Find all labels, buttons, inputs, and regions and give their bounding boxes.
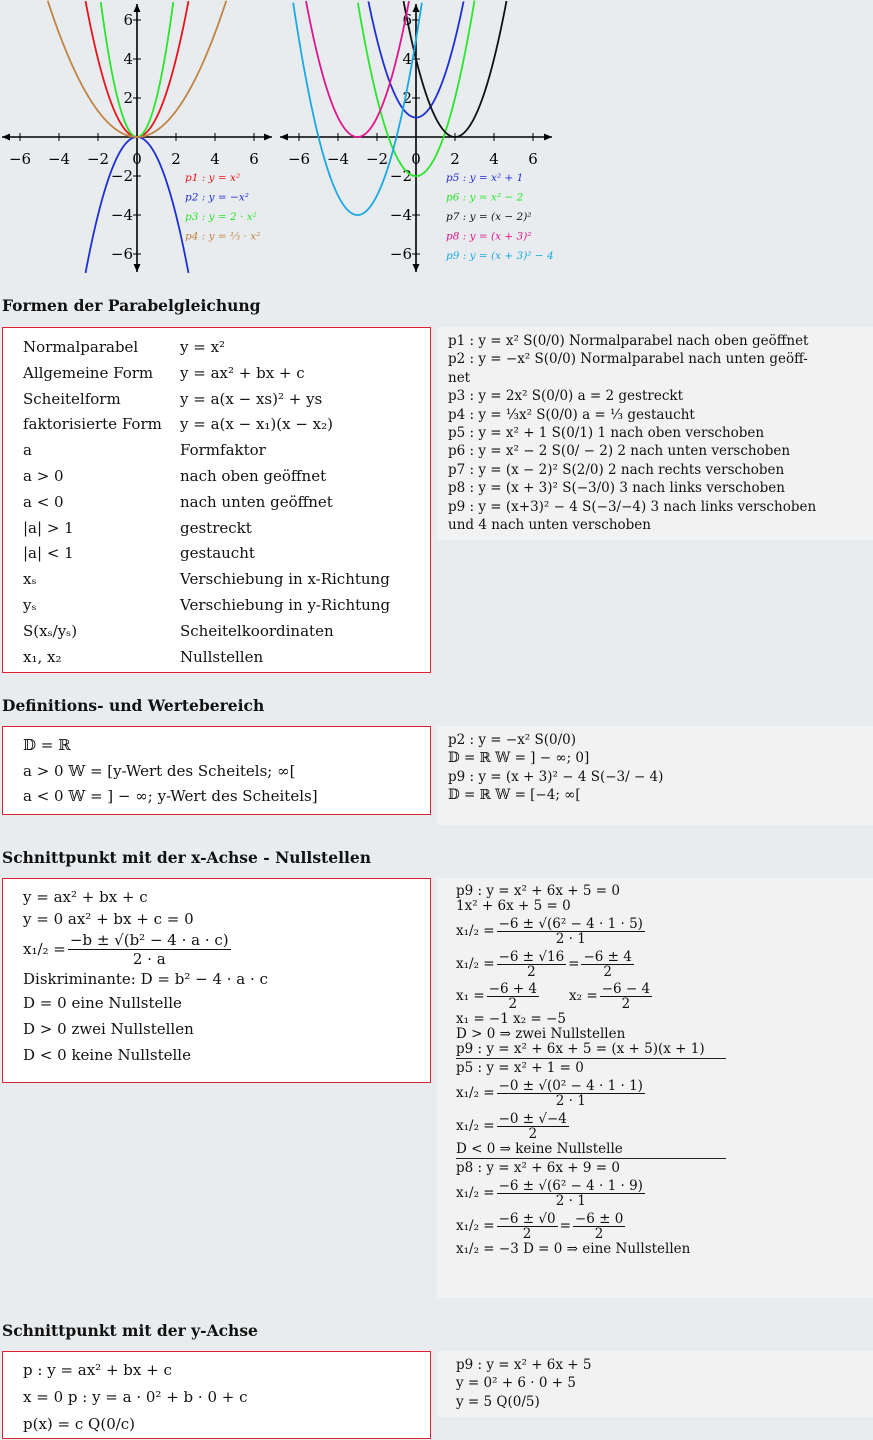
- zeros-example-line: 1x² + 6x + 5 = 0: [456, 898, 571, 914]
- zeros-example-line: p9 : y = x² + 6x + 5 = 0: [456, 883, 620, 899]
- quadratic-formula: x₁/₂ = $\frac{\text{−b ± √(b² − 4 · a · c)}}{2 \cdot a}$: [23, 930, 229, 968]
- zeros-example-formula: x₁/₂ = $\frac{\text{−6 ± √(6² − 4 · 1 · 9)}}{2 \cdot 1}$: [456, 1177, 643, 1209]
- forms-example-line: p8 : y = (x + 3)² S(−3/0) 3 nach links verschoben: [448, 480, 785, 497]
- forms-examples-box: [437, 327, 873, 540]
- yaxis-row: p(x) = c Q(0/c): [23, 1415, 136, 1433]
- section-title-yaxis: Schnittpunkt mit der y-Achse: [2, 1321, 258, 1340]
- discriminant-case: D < 0 keine Nullstelle: [23, 1046, 191, 1064]
- x-tick-label: 4: [210, 150, 220, 168]
- forms-table: [23, 335, 430, 670]
- forms-table-row: [23, 412, 430, 438]
- section-title-forms: Formen der Parabelgleichung: [2, 296, 261, 315]
- discriminant-case: D = 0 eine Nullstelle: [23, 994, 182, 1012]
- domain-example-line: 𝔻 = ℝ 𝕎 = [−4; ∞[: [448, 787, 581, 804]
- x-tick-label: −6: [287, 150, 311, 168]
- x-tick-label: −2: [86, 150, 110, 168]
- forms-table-row: [23, 593, 430, 619]
- domain-row: 𝔻 = ℝ: [23, 736, 71, 754]
- yaxis-examples-box: [437, 1351, 873, 1417]
- forms-meaning: nach oben geöffnet: [180, 466, 327, 485]
- forms-example-line: p1 : y = x² S(0/0) Normalparabel nach oben geöffnet: [448, 333, 809, 349]
- divider: [456, 1058, 726, 1059]
- y-tick-label: −2: [110, 167, 133, 185]
- forms-example-line: p9 : y = (x+3)² − 4 S(−3/−4) 3 nach links verschoben: [448, 498, 817, 515]
- forms-meaning: y = x²: [180, 338, 226, 356]
- section-title-domain: Definitions- und Wertebereich: [2, 696, 265, 715]
- zeros-examples-box: [437, 878, 873, 1298]
- zeros-example-line: D > 0 ⇒ zwei Nullstellen: [456, 1026, 626, 1042]
- legend-entry: p9 : y = (x + 3)² − 4: [446, 250, 554, 262]
- general-form-equation: y = ax² + bx + c: [23, 888, 148, 906]
- x-tick-label: 0: [132, 150, 142, 168]
- zeros-example-line: p8 : y = x² + 6x + 9 = 0: [456, 1160, 620, 1176]
- forms-term: Normalparabel: [23, 338, 139, 356]
- zeros-example-formula: x₁/₂ = $\frac{\text{−0 ± √(0² − 4 · 1 · 1)}}{2 \cdot 1}$: [456, 1077, 643, 1109]
- y-tick-label: −4: [110, 206, 133, 224]
- y-axis-arrow: [134, 4, 141, 12]
- forms-table-row: [23, 464, 430, 490]
- yaxis-example-line: y = 0² + 6 · 0 + 5: [456, 1375, 576, 1392]
- yaxis-example-line: p9 : y = x² + 6x + 5: [456, 1357, 592, 1373]
- yaxis-row: p : y = ax² + bx + c: [23, 1361, 172, 1379]
- domain-example-line: p2 : y = −x² S(0/0): [448, 732, 577, 748]
- y-axis-arrow: [134, 264, 141, 272]
- discriminant-definition: Diskriminante: D = b² − 4 · a · c: [23, 970, 268, 988]
- x-tick-label: 2: [450, 150, 460, 168]
- zeros-example-formula: x₁/₂ = $\frac{\text{−6 ± √(6² − 4 · 1 · 5)}}{2 \cdot 1}$: [456, 915, 643, 947]
- forms-example-line: p5 : y = x² + 1 S(0/1) 1 nach oben verschoben: [448, 425, 765, 442]
- chart-left: [2, 1, 272, 273]
- forms-table-row: [23, 335, 430, 361]
- forms-example-line: p3 : y = 2x² S(0/0) a = 2 gestreckt: [448, 388, 684, 405]
- forms-meaning: y = a(x − x₁)(x − x₂): [180, 415, 334, 434]
- x-axis-arrow: [264, 134, 272, 141]
- legend-entry: p6 : y = x² − 2: [446, 191, 524, 204]
- forms-table-row: [23, 438, 430, 464]
- zeros-example-line: D < 0 ⇒ keine Nullstelle: [456, 1141, 623, 1157]
- forms-term: Allgemeine Form: [23, 363, 154, 382]
- y-tick-label: −2: [389, 167, 412, 185]
- legend-entry: p8 : y = (x + 3)²: [446, 230, 532, 243]
- chart-right: [280, 1, 554, 273]
- divider: [456, 1158, 726, 1159]
- x-tick-label: −2: [365, 150, 389, 168]
- forms-meaning: y = a(x − xs)² + ys: [180, 389, 323, 408]
- domain-example-line: p9 : y = (x + 3)² − 4 S(−3/ − 4): [448, 768, 664, 785]
- forms-example-line: p4 : y = ⅓x² S(0/0) a = ⅓ gestaucht: [448, 406, 695, 423]
- x-axis-arrow: [2, 134, 10, 141]
- forms-meaning: Formfaktor: [180, 441, 266, 460]
- forms-term: |a| < 1: [23, 544, 74, 563]
- forms-example-line: und 4 nach unten verschoben: [448, 517, 651, 534]
- x-tick-label: −6: [8, 150, 32, 168]
- zeros-example-line: p9 : y = x² + 6x + 5 = (x + 5)(x + 1): [456, 1041, 705, 1057]
- y-tick-label: 4: [402, 50, 412, 68]
- legend-entry: p5 : y = x² + 1: [446, 172, 524, 184]
- forms-table-row: [23, 361, 430, 387]
- forms-table-row: [23, 567, 430, 593]
- domain-row: a < 0 𝕎 = ] − ∞; y-Wert des Scheitels]: [23, 787, 318, 805]
- x-tick-label: 6: [528, 150, 538, 168]
- legend-entry: p1 : y = x²: [185, 172, 241, 184]
- x-tick-label: 0: [411, 150, 421, 168]
- zeros-example-formula: x₁/₂ = $\frac{-6 \pm √16}{2}$ = $\frac{-6 \pm 4}{2}$: [456, 948, 632, 980]
- parabola-curve: [306, 1, 409, 137]
- y-tick-label: −4: [389, 206, 412, 224]
- yaxis-row: x = 0 p : y = a · 0² + b · 0 + c: [23, 1388, 248, 1406]
- discriminant-case: D > 0 zwei Nullstellen: [23, 1020, 194, 1038]
- forms-meaning: nach unten geöffnet: [180, 492, 333, 511]
- forms-example-line: p7 : y = (x − 2)² S(2/0) 2 nach rechts verschoben: [448, 461, 785, 478]
- forms-table-row: [23, 541, 430, 567]
- forms-meaning: Verschiebung in y-Richtung: [180, 595, 391, 614]
- forms-meaning: Scheitelkoordinaten: [180, 621, 334, 640]
- zeros-example-line: p5 : y = x² + 1 = 0: [456, 1060, 584, 1076]
- forms-term: faktorisierte Form: [23, 415, 162, 434]
- zeros-example-line: x₁/₂ = −3 D = 0 ⇒ eine Nullstellen: [456, 1241, 691, 1257]
- forms-meaning: Nullstellen: [180, 647, 264, 666]
- forms-term: Scheitelform: [23, 389, 121, 408]
- x-axis-arrow: [544, 134, 552, 141]
- x-tick-label: 2: [171, 150, 181, 168]
- forms-example-line: p2 : y = −x² S(0/0) Normalparabel nach unten geöff-: [448, 351, 808, 368]
- zeros-example-formula: x₁ = $\frac{-6 + 4}{2}$ x₂ = $\frac{-6 - 4}{2}$: [456, 980, 651, 1012]
- y-tick-label: 2: [402, 89, 412, 107]
- zero-condition-equation: y = 0 ax² + bx + c = 0: [23, 910, 194, 928]
- forms-term: |a| > 1: [23, 518, 74, 537]
- forms-table-row: [23, 645, 430, 671]
- x-axis-arrow: [280, 134, 288, 141]
- forms-table-row: [23, 619, 430, 645]
- forms-table-row: [23, 387, 430, 413]
- parabola-charts: [0, 0, 873, 292]
- yaxis-definition-box: [2, 1351, 431, 1439]
- forms-meaning: gestreckt: [180, 518, 252, 537]
- forms-term: a < 0: [23, 492, 64, 511]
- forms-term: xₛ: [23, 570, 37, 589]
- forms-examples: [448, 332, 867, 534]
- y-tick-label: −6: [110, 245, 133, 263]
- legend-entry: p2 : y = −x²: [185, 191, 249, 204]
- zeros-example-line: x₁ = −1 x₂ = −5: [456, 1011, 566, 1027]
- forms-example-line: p6 : y = x² − 2 S(0/ − 2) 2 nach unten verschoben: [448, 443, 791, 460]
- domain-example-line: 𝔻 = ℝ 𝕎 = ] − ∞; 0]: [448, 750, 590, 767]
- x-tick-label: −4: [47, 150, 71, 168]
- legend-entry: p4 : y = ⅓ · x²: [185, 230, 261, 243]
- y-tick-label: 6: [402, 11, 412, 29]
- y-tick-label: 4: [123, 50, 133, 68]
- domain-row: a > 0 𝕎 = [y-Wert des Scheitels; ∞[: [23, 761, 296, 780]
- y-tick-label: −6: [389, 245, 412, 263]
- forms-table-row: [23, 490, 430, 516]
- y-axis-arrow: [413, 264, 420, 272]
- domain-definition-box: [2, 726, 431, 815]
- forms-term: a: [23, 441, 32, 460]
- x-tick-label: 4: [489, 150, 499, 168]
- y-tick-label: 2: [123, 89, 133, 107]
- y-axis-arrow: [413, 4, 420, 12]
- section-title-zeros: Schnittpunkt mit der x-Achse - Nullstellen: [2, 848, 371, 867]
- forms-table-row: [23, 516, 430, 542]
- forms-meaning: gestaucht: [180, 544, 255, 563]
- forms-definition-box: [2, 327, 431, 673]
- domain-examples-box: [437, 726, 873, 825]
- zeros-example-formula: x₁/₂ = $\frac{-0 \pm √-4}{2}$: [456, 1110, 567, 1142]
- yaxis-example-line: y = 5 Q(0/5): [456, 1393, 540, 1410]
- legend-entry: p7 : y = (x − 2)²: [446, 211, 532, 223]
- legend-entry: p3 : y = 2 · x²: [185, 211, 257, 223]
- zeros-definition-box: [2, 878, 431, 1083]
- forms-example-line: net: [448, 369, 471, 386]
- forms-meaning: Verschiebung in x-Richtung: [180, 570, 390, 589]
- forms-term: S(xₛ/yₛ): [23, 621, 78, 640]
- forms-term: a > 0: [23, 466, 64, 485]
- x-tick-label: 6: [249, 150, 259, 168]
- zeros-example-formula: x₁/₂ = $\frac{-6 \pm √0}{2}$ = $\frac{-6 \pm 0}{2}$: [456, 1210, 624, 1242]
- forms-term: x₁, x₂: [23, 647, 62, 666]
- forms-meaning: y = ax² + bx + c: [180, 363, 305, 382]
- x-tick-label: −4: [326, 150, 350, 168]
- forms-term: yₛ: [23, 595, 37, 614]
- y-tick-label: 6: [123, 11, 133, 29]
